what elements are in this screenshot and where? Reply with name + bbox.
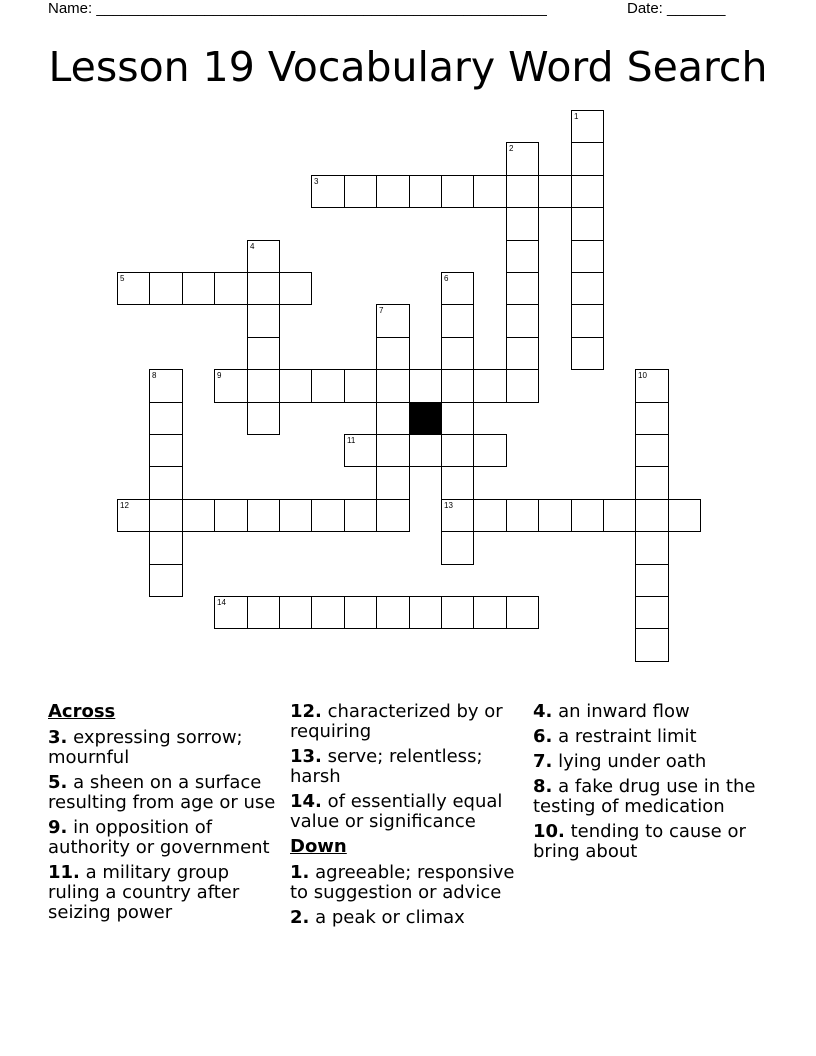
grid-cell[interactable] bbox=[441, 466, 474, 500]
grid-cell[interactable] bbox=[214, 272, 248, 305]
grid-cell[interactable] bbox=[311, 175, 345, 208]
grid-cell[interactable] bbox=[409, 369, 442, 403]
grid-cell[interactable] bbox=[409, 434, 442, 467]
grid-cell[interactable] bbox=[344, 499, 377, 532]
clue-item bbox=[48, 863, 283, 923]
clue-number: 4 bbox=[250, 242, 255, 251]
grid-cell[interactable] bbox=[279, 499, 312, 532]
grid-cell[interactable] bbox=[635, 499, 669, 532]
grid-cell[interactable] bbox=[571, 240, 604, 273]
grid-cell[interactable] bbox=[571, 207, 604, 241]
grid-cell[interactable] bbox=[635, 596, 669, 629]
grid-cell[interactable] bbox=[149, 466, 183, 500]
grid-cell[interactable] bbox=[506, 142, 539, 176]
grid-cell[interactable] bbox=[571, 175, 604, 208]
grid-cell[interactable] bbox=[117, 499, 150, 532]
grid-cell[interactable] bbox=[409, 175, 442, 208]
grid-cell[interactable] bbox=[441, 434, 474, 467]
across-heading: Across bbox=[48, 701, 116, 722]
grid-cell[interactable] bbox=[635, 564, 669, 597]
grid-cell[interactable] bbox=[149, 272, 183, 305]
name-field: Name: ______________________________________________________ bbox=[48, 0, 547, 17]
clue-number-label: 1. bbox=[290, 862, 310, 883]
grid-cell[interactable] bbox=[571, 337, 604, 370]
grid-cell[interactable] bbox=[635, 402, 669, 435]
clue-number-label: 7. bbox=[533, 751, 553, 772]
grid-cell[interactable] bbox=[279, 369, 312, 403]
grid-cell[interactable] bbox=[473, 175, 507, 208]
grid-cell[interactable] bbox=[311, 596, 345, 629]
grid-cell[interactable] bbox=[603, 499, 636, 532]
clue-text: an inward flow bbox=[558, 701, 690, 722]
clue-number-label: 13. bbox=[290, 746, 322, 767]
black-cell bbox=[409, 402, 442, 435]
clue-text: agreeable; responsive to suggestion or advice bbox=[290, 862, 515, 903]
clue-number-label: 12. bbox=[290, 701, 322, 722]
down-clue-list bbox=[290, 863, 525, 928]
clue-number: 2 bbox=[509, 144, 514, 153]
grid-cell[interactable] bbox=[247, 240, 280, 273]
grid-cell[interactable] bbox=[441, 596, 474, 629]
grid-cell[interactable] bbox=[409, 596, 442, 629]
clue-number: 13 bbox=[444, 501, 453, 510]
clue-item bbox=[533, 752, 768, 772]
grid-cell[interactable] bbox=[182, 499, 215, 532]
clue-item bbox=[290, 747, 525, 787]
grid-cell[interactable] bbox=[376, 369, 410, 403]
grid-cell[interactable] bbox=[506, 499, 539, 532]
clue-number-label: 9. bbox=[48, 817, 68, 838]
clue-number-label: 14. bbox=[290, 791, 322, 812]
clue-item bbox=[533, 702, 768, 722]
grid-cell[interactable] bbox=[441, 369, 474, 403]
clue-item bbox=[48, 728, 283, 768]
grid-cell[interactable] bbox=[538, 175, 572, 208]
grid-cell[interactable] bbox=[214, 369, 248, 403]
grid-cell[interactable] bbox=[182, 272, 215, 305]
across-clue-list-continued bbox=[290, 702, 525, 832]
grid-cell[interactable] bbox=[247, 369, 280, 403]
grid-cell[interactable] bbox=[149, 499, 183, 532]
clue-text: tending to cause or bring about bbox=[533, 821, 746, 862]
date-field: Date: _______ bbox=[627, 0, 726, 17]
grid-cell[interactable] bbox=[279, 596, 312, 629]
clue-number: 14 bbox=[217, 598, 226, 607]
grid-cell[interactable] bbox=[149, 531, 183, 565]
grid-cell[interactable] bbox=[247, 272, 280, 305]
clue-number: 1 bbox=[574, 112, 579, 121]
clue-text: a restraint limit bbox=[558, 726, 697, 747]
clue-number: 7 bbox=[379, 306, 384, 315]
clue-text: a fake drug use in the testing of medication bbox=[533, 776, 756, 817]
grid-cell[interactable] bbox=[247, 499, 280, 532]
grid-cell[interactable] bbox=[376, 434, 410, 467]
grid-cell[interactable] bbox=[279, 272, 312, 305]
grid-cell[interactable] bbox=[214, 596, 248, 629]
clue-number: 12 bbox=[120, 501, 129, 510]
clue-number: 9 bbox=[217, 371, 222, 380]
grid-cell[interactable] bbox=[117, 272, 150, 305]
grid-cell[interactable] bbox=[538, 499, 572, 532]
grid-cell[interactable] bbox=[441, 402, 474, 435]
grid-cell[interactable] bbox=[149, 564, 183, 597]
grid-cell[interactable] bbox=[376, 499, 410, 532]
grid-cell[interactable] bbox=[473, 499, 507, 532]
grid-cell[interactable] bbox=[214, 499, 248, 532]
grid-cell[interactable] bbox=[441, 175, 474, 208]
grid-cell[interactable] bbox=[376, 466, 410, 500]
clue-text: a military group ruling a country after seizing power bbox=[48, 862, 240, 923]
grid-cell[interactable] bbox=[571, 304, 604, 338]
grid-cell[interactable] bbox=[473, 434, 507, 467]
clue-text: expressing sorrow; mournful bbox=[48, 727, 243, 768]
grid-cell[interactable] bbox=[506, 175, 539, 208]
grid-cell[interactable] bbox=[247, 402, 280, 435]
clue-item bbox=[290, 792, 525, 832]
down-clue-list-continued bbox=[533, 702, 768, 862]
grid-cell[interactable] bbox=[473, 369, 507, 403]
grid-cell[interactable] bbox=[441, 531, 474, 565]
clue-number-label: 10. bbox=[533, 821, 565, 842]
across-clue-list bbox=[48, 728, 283, 923]
grid-cell[interactable] bbox=[571, 272, 604, 305]
clue-number: 5 bbox=[120, 274, 125, 283]
grid-cell[interactable] bbox=[668, 499, 701, 532]
clue-item bbox=[290, 702, 525, 742]
grid-cell[interactable] bbox=[571, 110, 604, 143]
clue-text: serve; relentless; harsh bbox=[290, 746, 483, 787]
grid-cell[interactable] bbox=[571, 142, 604, 176]
grid-cell[interactable] bbox=[441, 337, 474, 370]
grid-cell[interactable] bbox=[376, 402, 410, 435]
clue-number-label: 8. bbox=[533, 776, 553, 797]
grid-cell[interactable] bbox=[247, 304, 280, 338]
clue-number-label: 5. bbox=[48, 772, 68, 793]
clues-column-2 bbox=[290, 702, 525, 933]
grid-cell[interactable] bbox=[344, 596, 377, 629]
grid-cell[interactable] bbox=[344, 434, 377, 467]
grid-cell[interactable] bbox=[473, 596, 507, 629]
grid-cell[interactable] bbox=[506, 272, 539, 305]
clue-number-label: 11. bbox=[48, 862, 80, 883]
grid-cell[interactable] bbox=[376, 596, 410, 629]
grid-cell[interactable] bbox=[149, 434, 183, 467]
grid-cell[interactable] bbox=[311, 499, 345, 532]
grid-cell[interactable] bbox=[506, 304, 539, 338]
clue-item bbox=[290, 863, 525, 903]
grid-cell[interactable] bbox=[441, 272, 474, 305]
clue-item bbox=[533, 822, 768, 862]
clue-text: of essentially equal value or significance bbox=[290, 791, 503, 832]
grid-cell[interactable] bbox=[506, 596, 539, 629]
clue-number: 3 bbox=[314, 177, 319, 186]
grid-cell[interactable] bbox=[376, 175, 410, 208]
clue-item bbox=[533, 727, 768, 747]
grid-cell[interactable] bbox=[571, 499, 604, 532]
grid-cell[interactable] bbox=[506, 369, 539, 403]
grid-cell[interactable] bbox=[635, 466, 669, 500]
clue-number-label: 3. bbox=[48, 727, 68, 748]
clue-text: in opposition of authority or government bbox=[48, 817, 270, 858]
clue-text: lying under oath bbox=[558, 751, 707, 772]
grid-cell[interactable] bbox=[635, 434, 669, 467]
grid-cell[interactable] bbox=[149, 402, 183, 435]
grid-cell[interactable] bbox=[635, 531, 669, 565]
clues-column-3 bbox=[533, 702, 768, 867]
clue-number: 10 bbox=[638, 371, 647, 380]
clue-number: 11 bbox=[347, 436, 356, 445]
grid-cell[interactable] bbox=[376, 337, 410, 370]
grid-cell[interactable] bbox=[376, 304, 410, 338]
clue-number-label: 2. bbox=[290, 907, 310, 928]
page-title: Lesson 19 Vocabulary Word Search bbox=[48, 43, 768, 91]
clue-item bbox=[290, 908, 525, 928]
grid-cell[interactable] bbox=[635, 628, 669, 662]
clue-item bbox=[533, 777, 768, 817]
clue-item bbox=[48, 773, 283, 813]
grid-cell[interactable] bbox=[149, 369, 183, 403]
grid-cell[interactable] bbox=[344, 175, 377, 208]
clue-text: a peak or climax bbox=[315, 907, 465, 928]
grid-cell[interactable] bbox=[311, 369, 345, 403]
grid-cell[interactable] bbox=[506, 207, 539, 241]
grid-cell[interactable] bbox=[247, 337, 280, 370]
clue-number-label: 6. bbox=[533, 726, 553, 747]
grid-cell[interactable] bbox=[344, 369, 377, 403]
grid-cell[interactable] bbox=[247, 596, 280, 629]
grid-cell[interactable] bbox=[506, 240, 539, 273]
grid-cell[interactable] bbox=[441, 499, 474, 532]
clue-number: 6 bbox=[444, 274, 449, 283]
grid-cell[interactable] bbox=[441, 304, 474, 338]
down-heading: Down bbox=[290, 836, 347, 857]
clue-number: 8 bbox=[152, 371, 157, 380]
grid-cell[interactable] bbox=[635, 369, 669, 403]
grid-cell[interactable] bbox=[506, 337, 539, 370]
clue-text: a sheen on a surface resulting from age or use bbox=[48, 772, 276, 813]
clues-column-1 bbox=[48, 702, 283, 928]
clue-number-label: 4. bbox=[533, 701, 553, 722]
clue-text: characterized by or requiring bbox=[290, 701, 503, 742]
clue-item bbox=[48, 818, 283, 858]
